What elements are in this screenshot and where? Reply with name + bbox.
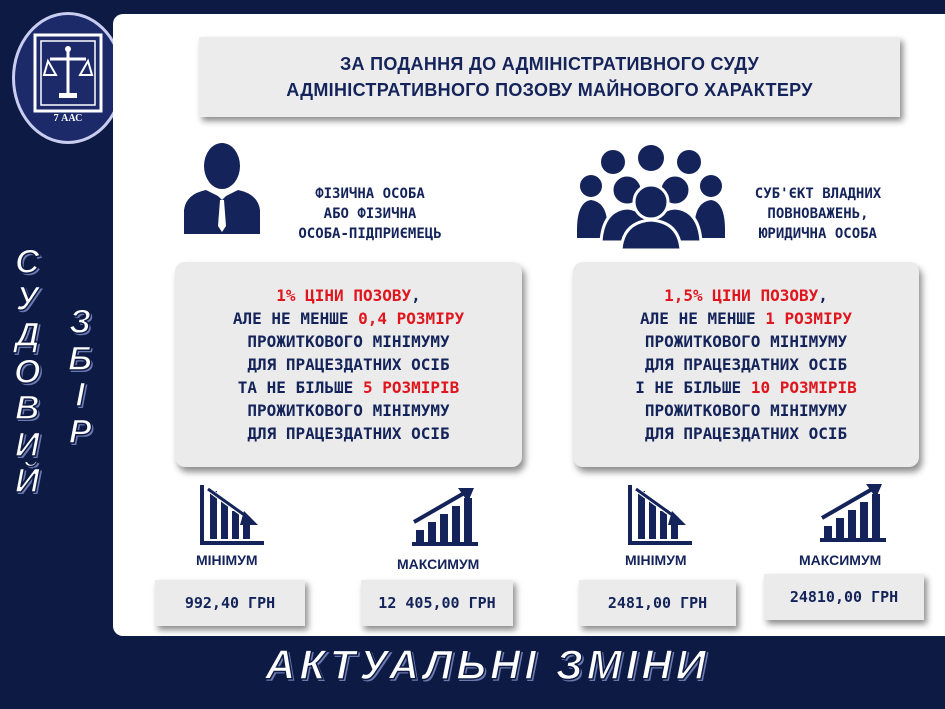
chart-down-icon bbox=[198, 485, 264, 545]
side-letter: В bbox=[14, 389, 40, 427]
rule-line-4: ДЛЯ ПРАЦЕЗДАТНИХ ОСІБ bbox=[644, 355, 848, 374]
category-line: АБО ФІЗИЧНА bbox=[323, 206, 417, 222]
category-line: СУБ'ЄКТ ВЛАДНИХ bbox=[754, 186, 882, 202]
rule-line-6: ПРОЖИТКОВОГО МІНІМУМУ bbox=[247, 401, 450, 420]
chart-down-icon bbox=[626, 485, 692, 545]
side-letter: И bbox=[14, 425, 40, 464]
max-label-authority: МАКСИМУМ bbox=[799, 552, 882, 568]
side-letter: Б bbox=[68, 339, 93, 378]
max-label-individual: МАКСИМУМ bbox=[397, 556, 480, 572]
side-letter: Д bbox=[14, 316, 40, 354]
rule-box-authority bbox=[573, 262, 919, 467]
rule-line-1: 1% ЦІНИ ПОЗОВУ, bbox=[276, 286, 421, 305]
court-logo bbox=[12, 12, 124, 144]
rule-line-1: 1,5% ЦІНИ ПОЗОВУ, bbox=[664, 286, 828, 305]
min-value-individual: 992,40 ГРН bbox=[155, 580, 305, 626]
page-title bbox=[199, 37, 900, 117]
side-title-word-2 bbox=[68, 304, 92, 450]
rule-line-3: ПРОЖИТКОВОГО МІНІМУМУ bbox=[247, 332, 450, 351]
category-individual bbox=[272, 184, 468, 244]
min-label-authority: МІНІМУМ bbox=[625, 552, 687, 568]
category-line: ОСОБА-ПІДПРИЄМЕЦЬ bbox=[298, 226, 442, 242]
category-line: ПОВНОВАЖЕНЬ, bbox=[767, 206, 869, 222]
category-line: ФІЗИЧНА ОСОБА bbox=[315, 186, 425, 202]
max-value-individual: 12 405,00 ГРН bbox=[361, 580, 513, 626]
side-letter: Й bbox=[14, 462, 40, 500]
category-authority bbox=[730, 184, 906, 244]
max-value-authority: 24810,00 ГРН bbox=[764, 574, 924, 620]
side-letter: О bbox=[14, 352, 41, 391]
chart-up-icon bbox=[816, 482, 888, 544]
title-line-1: ЗА ПОДАННЯ ДО АДМІНІСТРАТИВНОГО СУДУ bbox=[339, 54, 760, 74]
side-letter: Р bbox=[68, 412, 92, 451]
rule-line-2: АЛЕ НЕ МЕНШЕ 1 РОЗМІРУ bbox=[640, 309, 852, 328]
rule-line-2: АЛЕ НЕ МЕНШЕ 0,4 РОЗМІРУ bbox=[232, 309, 465, 328]
group-icon bbox=[577, 142, 725, 250]
chart-up-icon bbox=[408, 486, 480, 548]
rule-line-6: ПРОЖИТКОВОГО МІНІМУМУ bbox=[644, 401, 848, 420]
rule-line-5: ТА НЕ БІЛЬШЕ 5 РОЗМІРІВ bbox=[237, 378, 460, 397]
side-letter: І bbox=[75, 376, 85, 414]
rule-line-7: ДЛЯ ПРАЦЕЗДАТНИХ ОСІБ bbox=[644, 424, 848, 443]
rule-line-3: ПРОЖИТКОВОГО МІНІМУМУ bbox=[644, 332, 848, 351]
min-label-individual: МІНІМУМ bbox=[196, 552, 258, 568]
rule-box-individual bbox=[175, 262, 522, 467]
side-title-word-1 bbox=[14, 244, 40, 500]
side-letter: У bbox=[15, 279, 39, 318]
rule-line-5: І НЕ БІЛЬШЕ 10 РОЗМІРІВ bbox=[635, 378, 857, 397]
rule-line-4: ДЛЯ ПРАЦЕЗДАТНИХ ОСІБ bbox=[247, 355, 450, 374]
min-value-authority: 2481,00 ГРН bbox=[579, 580, 736, 626]
rule-line-7: ДЛЯ ПРАЦЕЗДАТНИХ ОСІБ bbox=[247, 424, 450, 443]
person-icon bbox=[184, 140, 260, 234]
logo-text: 7 ААС bbox=[53, 113, 83, 124]
footer-banner: АКТУАЛЬНІ ЗМІНИ bbox=[265, 641, 710, 688]
category-line: ЮРИДИЧНА ОСОБА bbox=[758, 226, 877, 242]
side-letter: З bbox=[69, 303, 91, 341]
title-line-2: АДМІНІСТРАТИВНОГО ПОЗОВУ МАЙНОВОГО ХАРАКТЕРУ bbox=[286, 80, 813, 100]
side-letter: С bbox=[14, 243, 40, 281]
